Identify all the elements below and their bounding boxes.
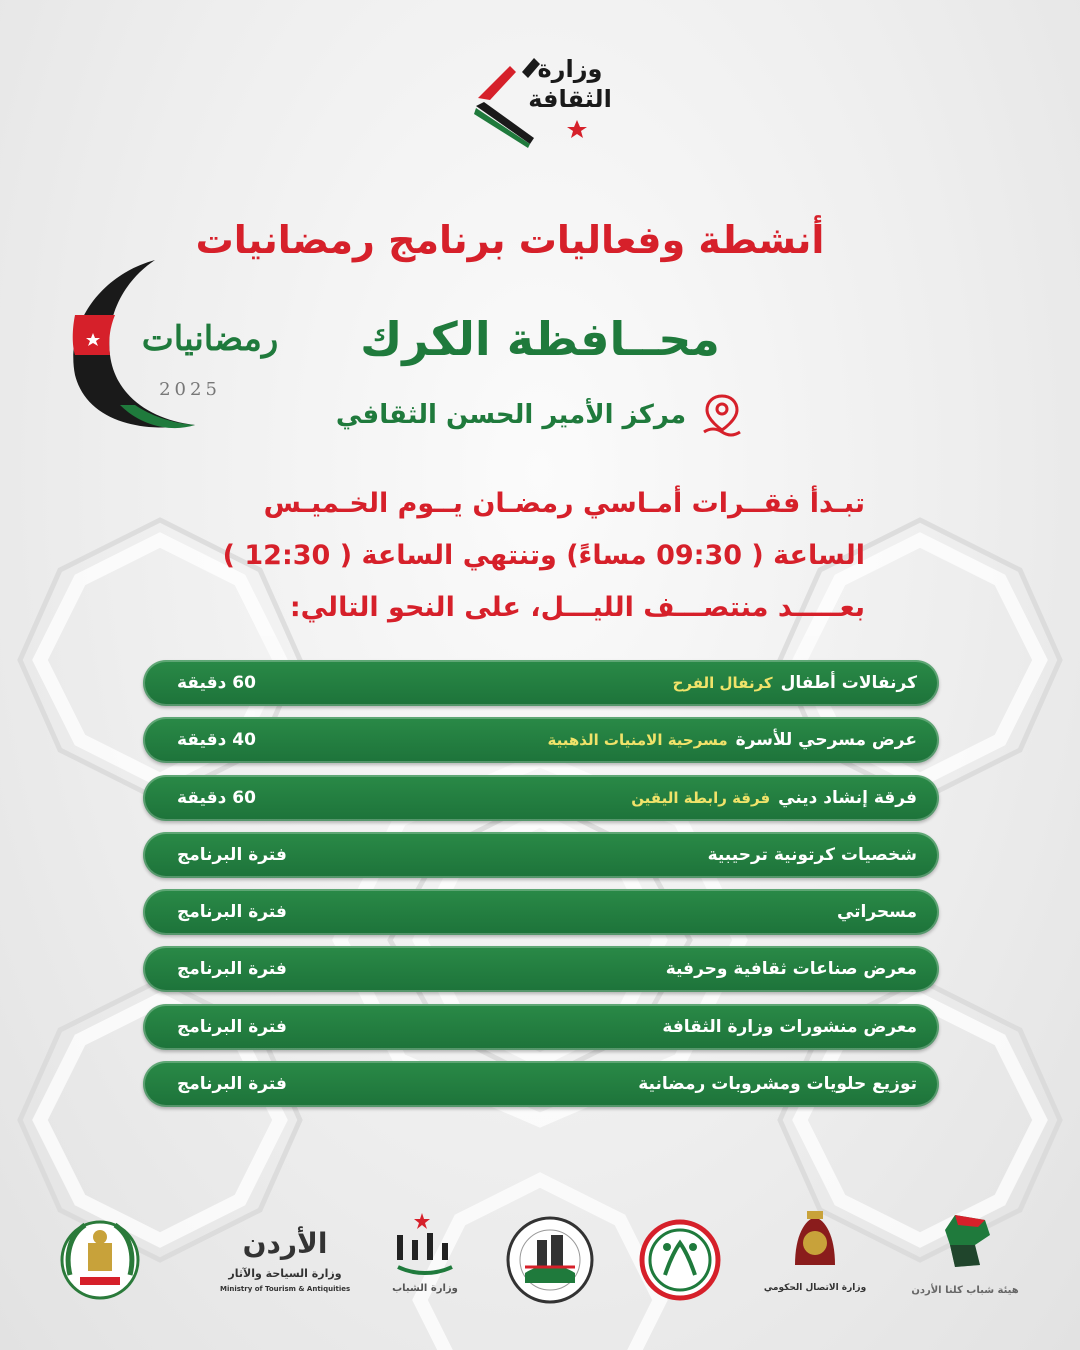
logo-text-line2: الثقافة xyxy=(528,85,612,113)
ramadan-logo-year: 2025 xyxy=(159,379,221,400)
activity-duration: فترة البرنامج xyxy=(177,902,287,923)
schedule-row xyxy=(143,775,939,821)
intro-paragraph xyxy=(150,478,865,634)
ministry-logo-text xyxy=(520,54,620,114)
schedule-row xyxy=(143,889,939,935)
activity-name: مسحراتي xyxy=(836,902,917,923)
activity-duration: فترة البرنامج xyxy=(177,1074,287,1095)
green-seal-logo xyxy=(625,1205,735,1315)
ramadan-logo-word: رمضانيات xyxy=(141,319,279,359)
activity-duration: 60 دقيقة xyxy=(177,787,256,808)
venue xyxy=(300,392,780,438)
youth-authority-name: هيئة شباب كلنا الأردن xyxy=(911,1285,1019,1296)
activity-duration: فترة البرنامج xyxy=(177,844,287,865)
tourism-ministry-logo xyxy=(220,1205,350,1315)
youth-ministry-name: وزارة الشباب xyxy=(392,1283,458,1294)
schedule-row xyxy=(143,717,939,763)
venue-name: مركز الأمير الحسن الثقافي xyxy=(335,400,687,430)
wreath-emblem-icon xyxy=(45,1205,155,1315)
ramadaniyat-logo xyxy=(60,255,300,435)
activity-duration: فترة البرنامج xyxy=(177,959,287,980)
youth-ministry-icon xyxy=(370,1205,480,1285)
jordan-map-icon xyxy=(900,1205,1030,1275)
activity-name: معرض منشورات وزارة الثقافة xyxy=(662,1016,917,1037)
activity-duration: 60 دقيقة xyxy=(177,673,256,693)
logo-text-line1: وزارة xyxy=(537,55,603,83)
gov-communication-logo xyxy=(755,1205,875,1315)
schedule-row xyxy=(143,1004,939,1050)
governorate-name: محــافظة الكرك xyxy=(360,312,720,366)
intro-line-1: تبـدأ فقــرات أمـاسي رمضـان يــوم الخـميـس xyxy=(263,488,865,519)
activity-name: فرقة إنشاد ديني xyxy=(778,787,917,808)
jordan-brand-text: الأردن xyxy=(242,1227,328,1260)
activity-name: شخصيات كرتونية ترحيبية xyxy=(707,844,917,865)
activity-name: كرنفالات أطفال xyxy=(780,673,917,693)
royal-crest-icon xyxy=(755,1205,875,1275)
local-admin-logo xyxy=(495,1205,605,1315)
activity-duration: 40 دقيقة xyxy=(177,730,256,751)
activity-highlight: مسرحية الامنيات الذهبية xyxy=(547,731,728,750)
activity-duration: فترة البرنامج xyxy=(177,1016,287,1037)
intro-line-3: بعـــــد منتصـــف الليـــل، على النحو التالي: xyxy=(289,592,865,623)
schedule-list xyxy=(143,660,939,1118)
local-admin-emblem-icon xyxy=(495,1205,605,1315)
activity-highlight: فرقة رابطة اليقين xyxy=(631,788,771,807)
page-title: أنشطة وفعاليات برنامج رمضانيات xyxy=(195,218,825,262)
schedule-row xyxy=(143,1061,939,1107)
schedule-row xyxy=(143,660,939,706)
royal-wreath-logo xyxy=(45,1205,155,1315)
schedule-row xyxy=(143,832,939,878)
intro-line-2: الساعة ( 09:30 مساءً) وتنتهي الساعة ( 12:30 ) xyxy=(222,540,865,571)
youth-ministry-logo xyxy=(370,1205,480,1315)
activity-name: توزيع حلويات ومشروبات رمضانية xyxy=(638,1074,917,1095)
activity-highlight: كرنفال الفرح xyxy=(672,674,773,692)
location-pin-icon xyxy=(700,392,744,438)
schedule-row xyxy=(143,946,939,992)
tourism-ministry-name: وزارة السياحة والآثار xyxy=(228,1267,342,1280)
activity-name: معرض صناعات ثقافية وحرفية xyxy=(665,959,917,980)
gov-communication-name: وزارة الاتصال الحكومي xyxy=(763,1283,867,1293)
seal-emblem-icon xyxy=(625,1205,735,1315)
tourism-ministry-en: Ministry of Tourism & Antiquities xyxy=(220,1285,351,1293)
youth-authority-logo xyxy=(900,1205,1030,1315)
activity-name: عرض مسرحي للأسرة xyxy=(735,730,917,751)
partner-logos xyxy=(40,1205,1040,1315)
